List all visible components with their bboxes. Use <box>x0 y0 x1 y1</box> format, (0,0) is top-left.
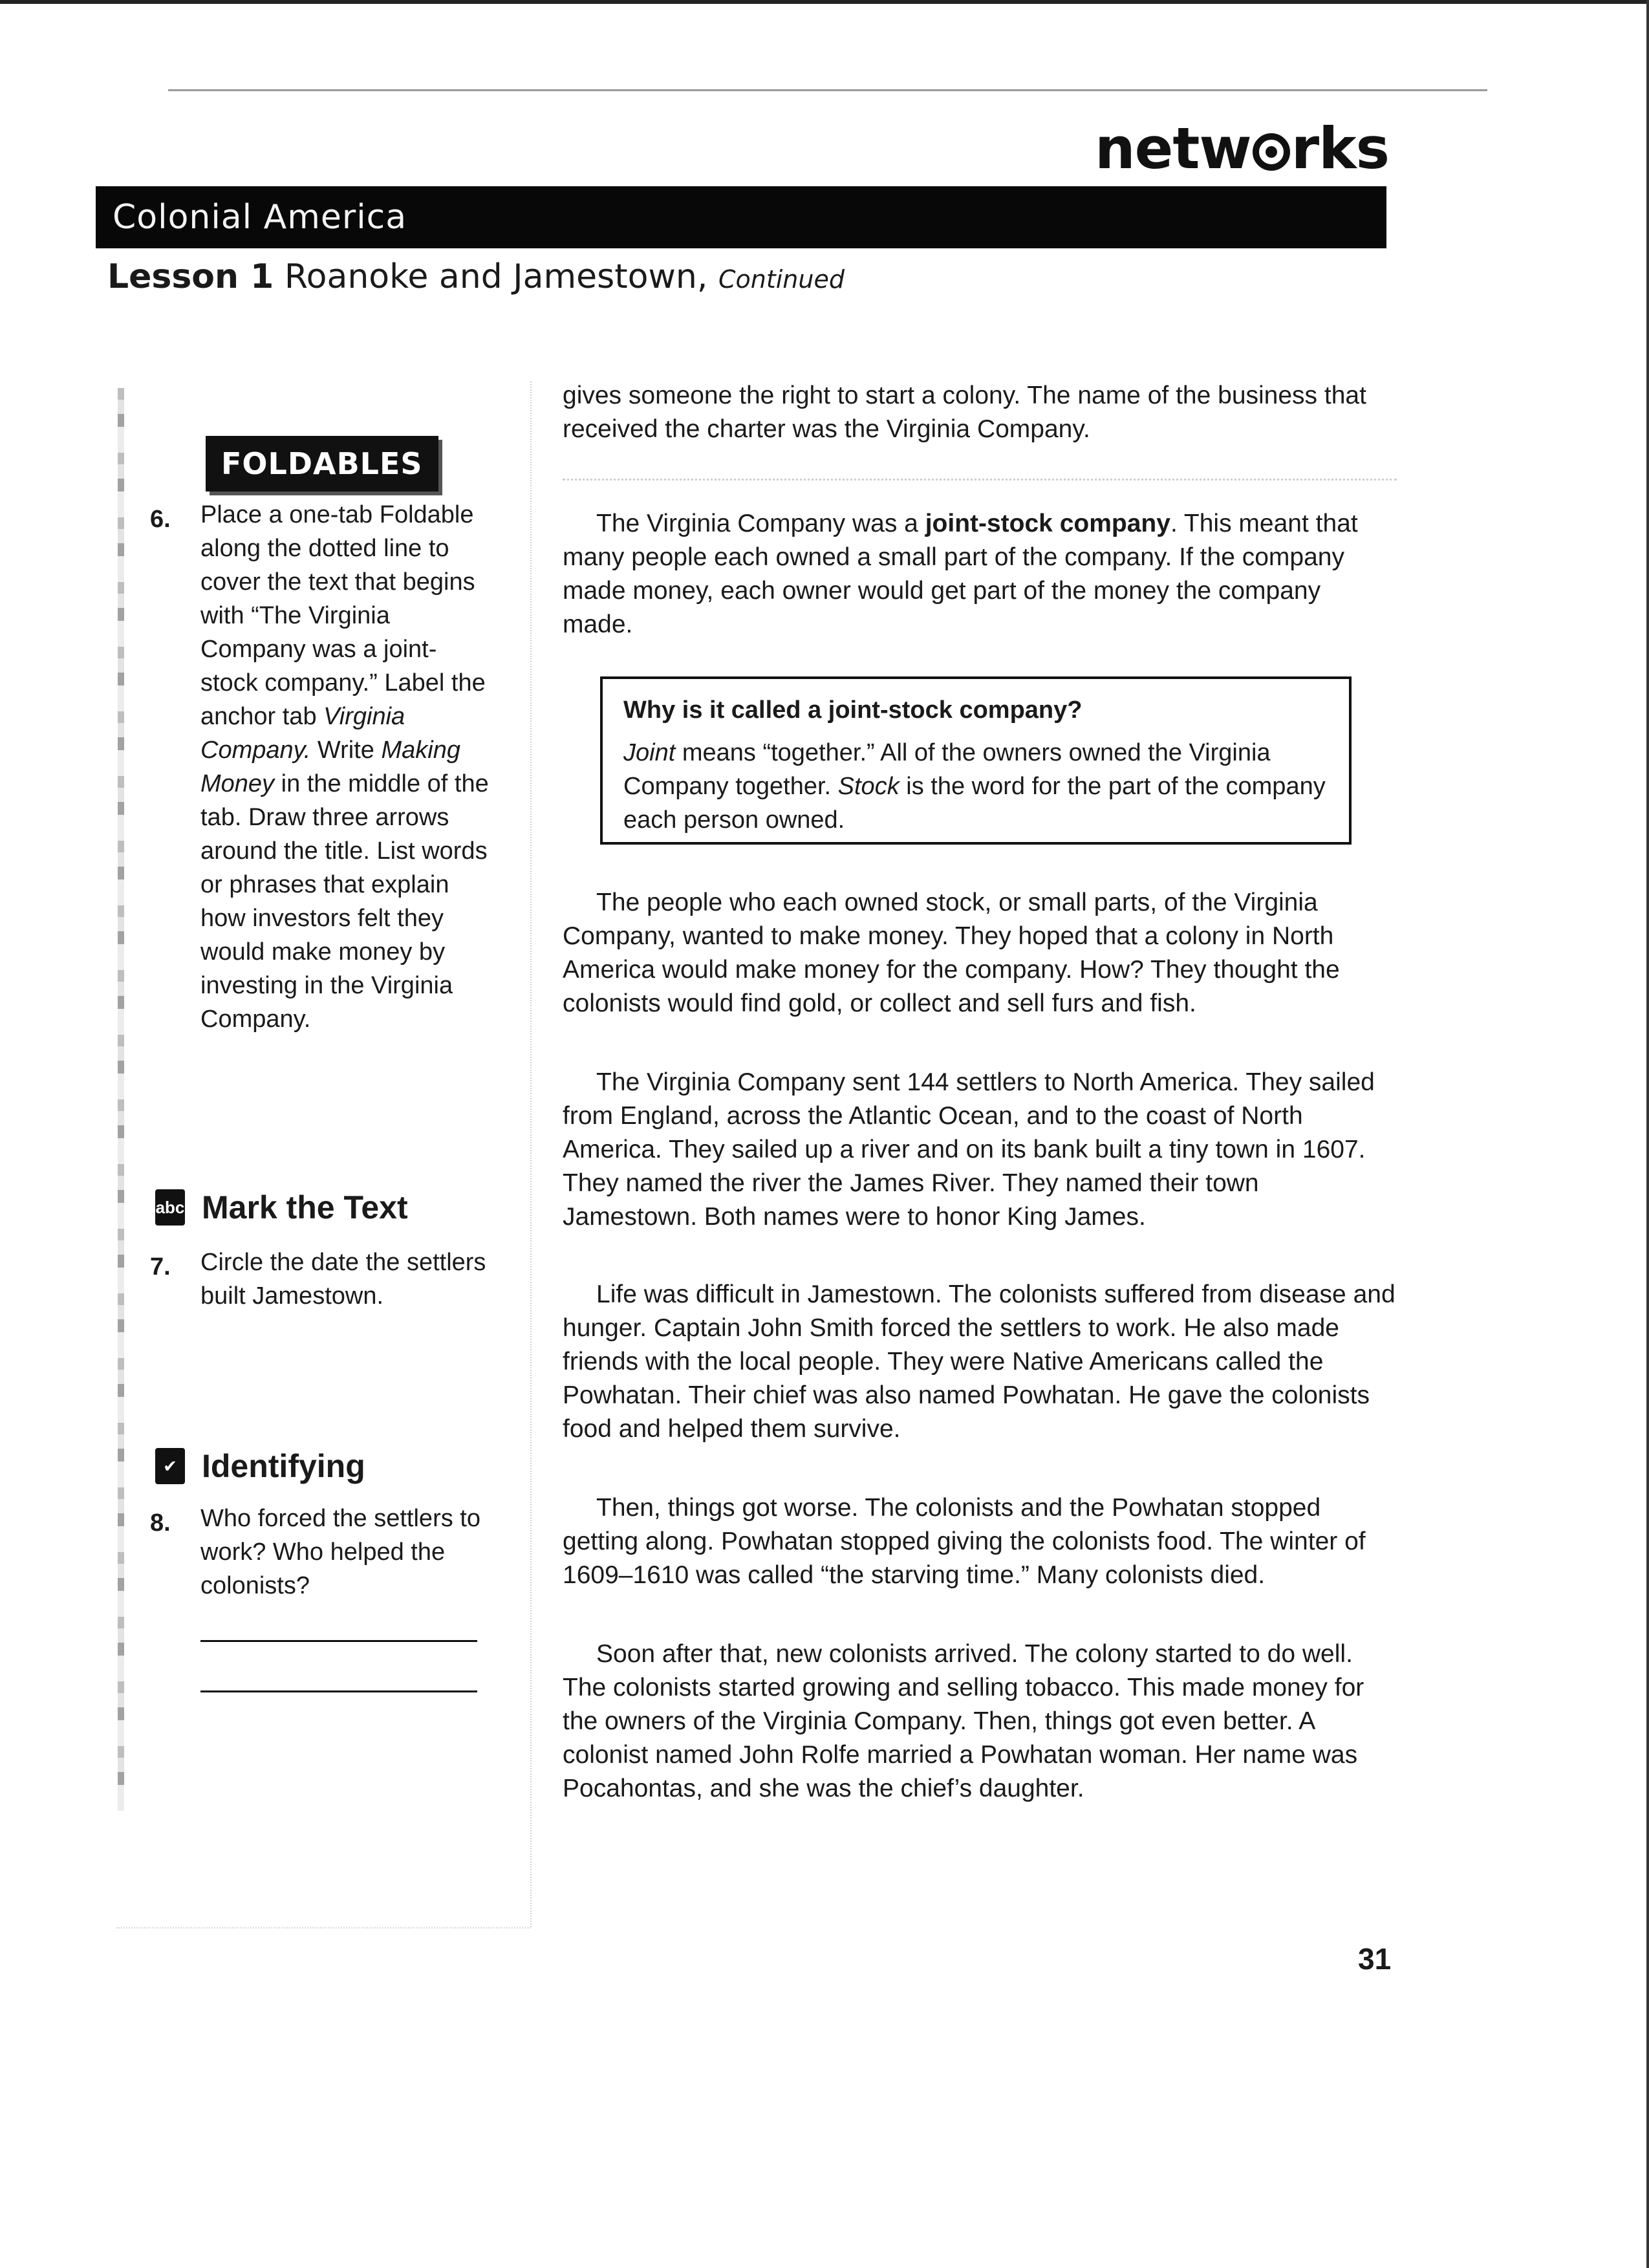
item-6-text-c: in the middle of the tab. Draw three arrows around the title. List words or phrases that explain how investors felt they would make money by investing in the Virginia Company. <box>200 770 489 1033</box>
callout-question: Why is it called a joint-stock company? <box>623 697 1083 724</box>
callout-text-b: is the word for the part of the company each person owned. <box>623 773 1326 834</box>
item-7-text: Circle the date the settlers built Jamestown. <box>200 1249 486 1310</box>
item-6-text-b: Write <box>310 737 382 764</box>
abc-icon: abc <box>155 1189 185 1226</box>
item-6-text-a: Place a one-tab Foldable along the dotted line to cover the text that begins with “The Virginia Company was a joint-stock company.” Label the anchor tab <box>200 501 486 730</box>
p2-text-b: . This meant that many people each owned a small part of the company. If the company made money, each owner would get part of the money the company made. <box>563 510 1358 638</box>
header-rule <box>168 89 1487 91</box>
callout-em-joint: Joint <box>623 739 676 766</box>
scan-top-edge <box>0 0 1649 4</box>
item-6-em-a: Virginia Company. <box>200 703 405 764</box>
paragraph-3: The people who each owned stock, or small parts, of the Virginia Company, wanted to make money. They hoped that a colony in North America would make money for the company. How? They thought the colonists would find gold, or collect and sell furs and fish. <box>563 889 1340 1017</box>
page-number: 31 <box>1358 1942 1392 1976</box>
lesson-title: Roanoke and Jamestown, <box>284 257 708 296</box>
identifying-title: Identifying <box>202 1448 365 1484</box>
paragraph-2 <box>563 507 1397 642</box>
logo-o-icon <box>1253 133 1290 171</box>
mark-the-text-heading <box>155 1189 408 1226</box>
paragraph-7: Soon after that, new colonists arrived. The colony started to do well. The colonists started growing and selling tobacco. This made money for the owners of the Virginia Company. Then, things got even better. A colonist named John Rolfe married a Powhatan woman. Her name was Pocahontas, and she was the chief’s daughter. <box>563 1640 1364 1802</box>
callout-text-a: means “together.” All of the owners owned the Virginia Company together. <box>623 739 1271 800</box>
lesson-heading <box>107 257 845 296</box>
chapter-title: Colonial America <box>113 198 407 237</box>
paragraph-6: Then, things got worse. The colonists and the Powhatan stopped getting along. Powhatan stopped giving the colonists food. The winter of 1609–1610 was called “the starving time.” Many colonists died. <box>563 1494 1366 1589</box>
sidebar-scan-edge <box>118 388 124 1811</box>
foldable-dotted-line <box>563 479 1397 481</box>
answer-line-2[interactable] <box>200 1690 477 1692</box>
lesson-continued: Continued <box>718 265 845 294</box>
checkmark-icon: ✔ <box>155 1448 185 1484</box>
p2-text-a: The Virginia Company was a <box>596 510 925 537</box>
callout-answer <box>623 736 1328 837</box>
sidebar-bottom-edge <box>116 1856 530 1928</box>
item-6-em-b: Making Money <box>200 737 460 797</box>
p2-bold-term: joint-stock company <box>925 510 1170 537</box>
paragraph-1: gives someone the right to start a colony. The name of the business that received the charter was the Virginia Company. <box>563 382 1366 443</box>
mark-the-text-title: Mark the Text <box>202 1189 408 1226</box>
item-6-number: 6. <box>150 506 171 533</box>
foldables-badge: FOLDABLES <box>206 436 438 491</box>
paragraph-5: Life was difficult in Jamestown. The colonists suffered from disease and hunger. Captain John Smith forced the settlers to work. He also made friends with the local people. They were Native Americans called the Powhatan. Their chief was also named Powhatan. He gave the colonists food and helped them survive. <box>563 1280 1396 1443</box>
item-8-text: Who forced the settlers to work? Who helped the colonists? <box>200 1505 480 1599</box>
item-6-text <box>200 498 491 1036</box>
scan-right-edge <box>1646 0 1649 2268</box>
joint-stock-callout <box>600 676 1352 845</box>
answer-line-1[interactable] <box>200 1640 477 1642</box>
networks-logo <box>1095 115 1389 182</box>
callout-em-stock: Stock <box>837 773 900 800</box>
item-7-number: 7. <box>150 1253 171 1280</box>
lesson-number: Lesson 1 <box>107 257 274 296</box>
paragraph-4: The Virginia Company sent 144 settlers to North America. They sailed from England, across the Atlantic Ocean, and to the coast of North America. They sailed up a river and on its bank built a tiny town in 1607. They named the river the James River. They named their town Jamestown. Both names were to honor King James. <box>563 1068 1375 1231</box>
item-8-number: 8. <box>150 1509 171 1537</box>
chapter-band <box>96 186 1386 248</box>
logo-text-start: netw <box>1094 115 1251 182</box>
logo-text-end: rks <box>1291 115 1389 182</box>
identifying-heading <box>155 1447 365 1485</box>
